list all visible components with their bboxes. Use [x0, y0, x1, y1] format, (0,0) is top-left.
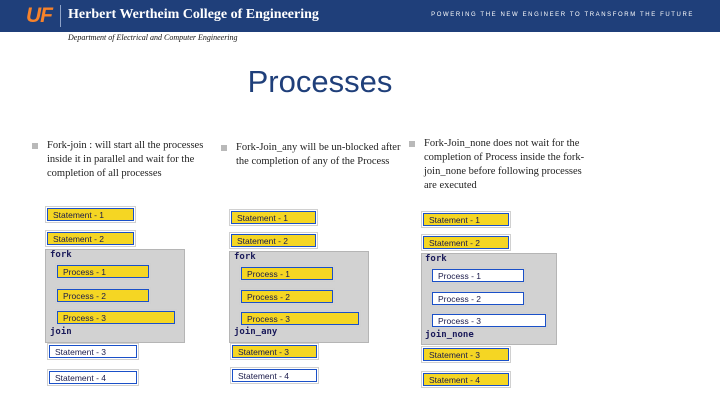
bullet-fork-join-none [424, 137, 594, 193]
process-box: Process - 3 [241, 312, 359, 325]
statement-box: Statement - 1 [47, 208, 134, 221]
join-keyword: join_any [234, 327, 278, 337]
bullet-marker [409, 141, 415, 147]
process-box: Process - 2 [57, 289, 149, 302]
header-tagline: POWERING THE NEW ENGINEER TO TRANSFORM THE FUTURE [431, 12, 694, 18]
bullet-text: Fork-Join_none does not wait for the completion of Process inside the fork-join_none before following processes are executed [424, 138, 585, 191]
statement-box: Statement - 3 [423, 348, 509, 361]
statement-box: Statement - 4 [49, 371, 137, 384]
statement-box: Statement - 3 [232, 345, 317, 358]
header-divider [60, 5, 61, 27]
fork-keyword: fork [234, 252, 256, 262]
bullet-text: Fork-join : will start all the processes inside it in parallel and wait for the completion of all processes [47, 140, 204, 179]
uf-logo: UF [26, 4, 52, 27]
bullet-fork-join [47, 139, 212, 181]
join-keyword: join [50, 327, 72, 337]
process-box: Process - 3 [432, 314, 546, 327]
process-box: Process - 2 [432, 292, 524, 305]
statement-box: Statement - 2 [423, 236, 509, 249]
header-bar [0, 0, 720, 32]
statement-box: Statement - 4 [423, 373, 509, 386]
statement-box: Statement - 2 [47, 232, 134, 245]
fork-keyword: fork [425, 254, 447, 264]
statement-box: Statement - 2 [231, 234, 316, 247]
process-box: Process - 1 [432, 269, 524, 282]
statement-box: Statement - 4 [232, 369, 317, 382]
process-box: Process - 2 [241, 290, 333, 303]
slide-title-text: Processes [247, 64, 393, 99]
statement-box: Statement - 1 [231, 211, 316, 224]
process-box: Process - 1 [241, 267, 333, 280]
statement-box: Statement - 3 [49, 345, 137, 358]
bullet-marker [32, 143, 38, 149]
bullet-text: Fork-Join_any will be un-blocked after the completion of any of the Process [236, 142, 401, 167]
process-box: Process - 1 [57, 265, 149, 278]
statement-box: Statement - 1 [423, 213, 509, 226]
college-name: Herbert Wertheim College of Engineering [68, 7, 319, 22]
join-keyword: join_none [425, 330, 474, 340]
slide-title [0, 64, 640, 100]
fork-keyword: fork [50, 250, 72, 260]
department-name: Department of Electrical and Computer Engineering [68, 33, 238, 42]
bullet-fork-join-any [236, 141, 401, 169]
bullet-marker [221, 145, 227, 151]
process-box: Process - 3 [57, 311, 175, 324]
